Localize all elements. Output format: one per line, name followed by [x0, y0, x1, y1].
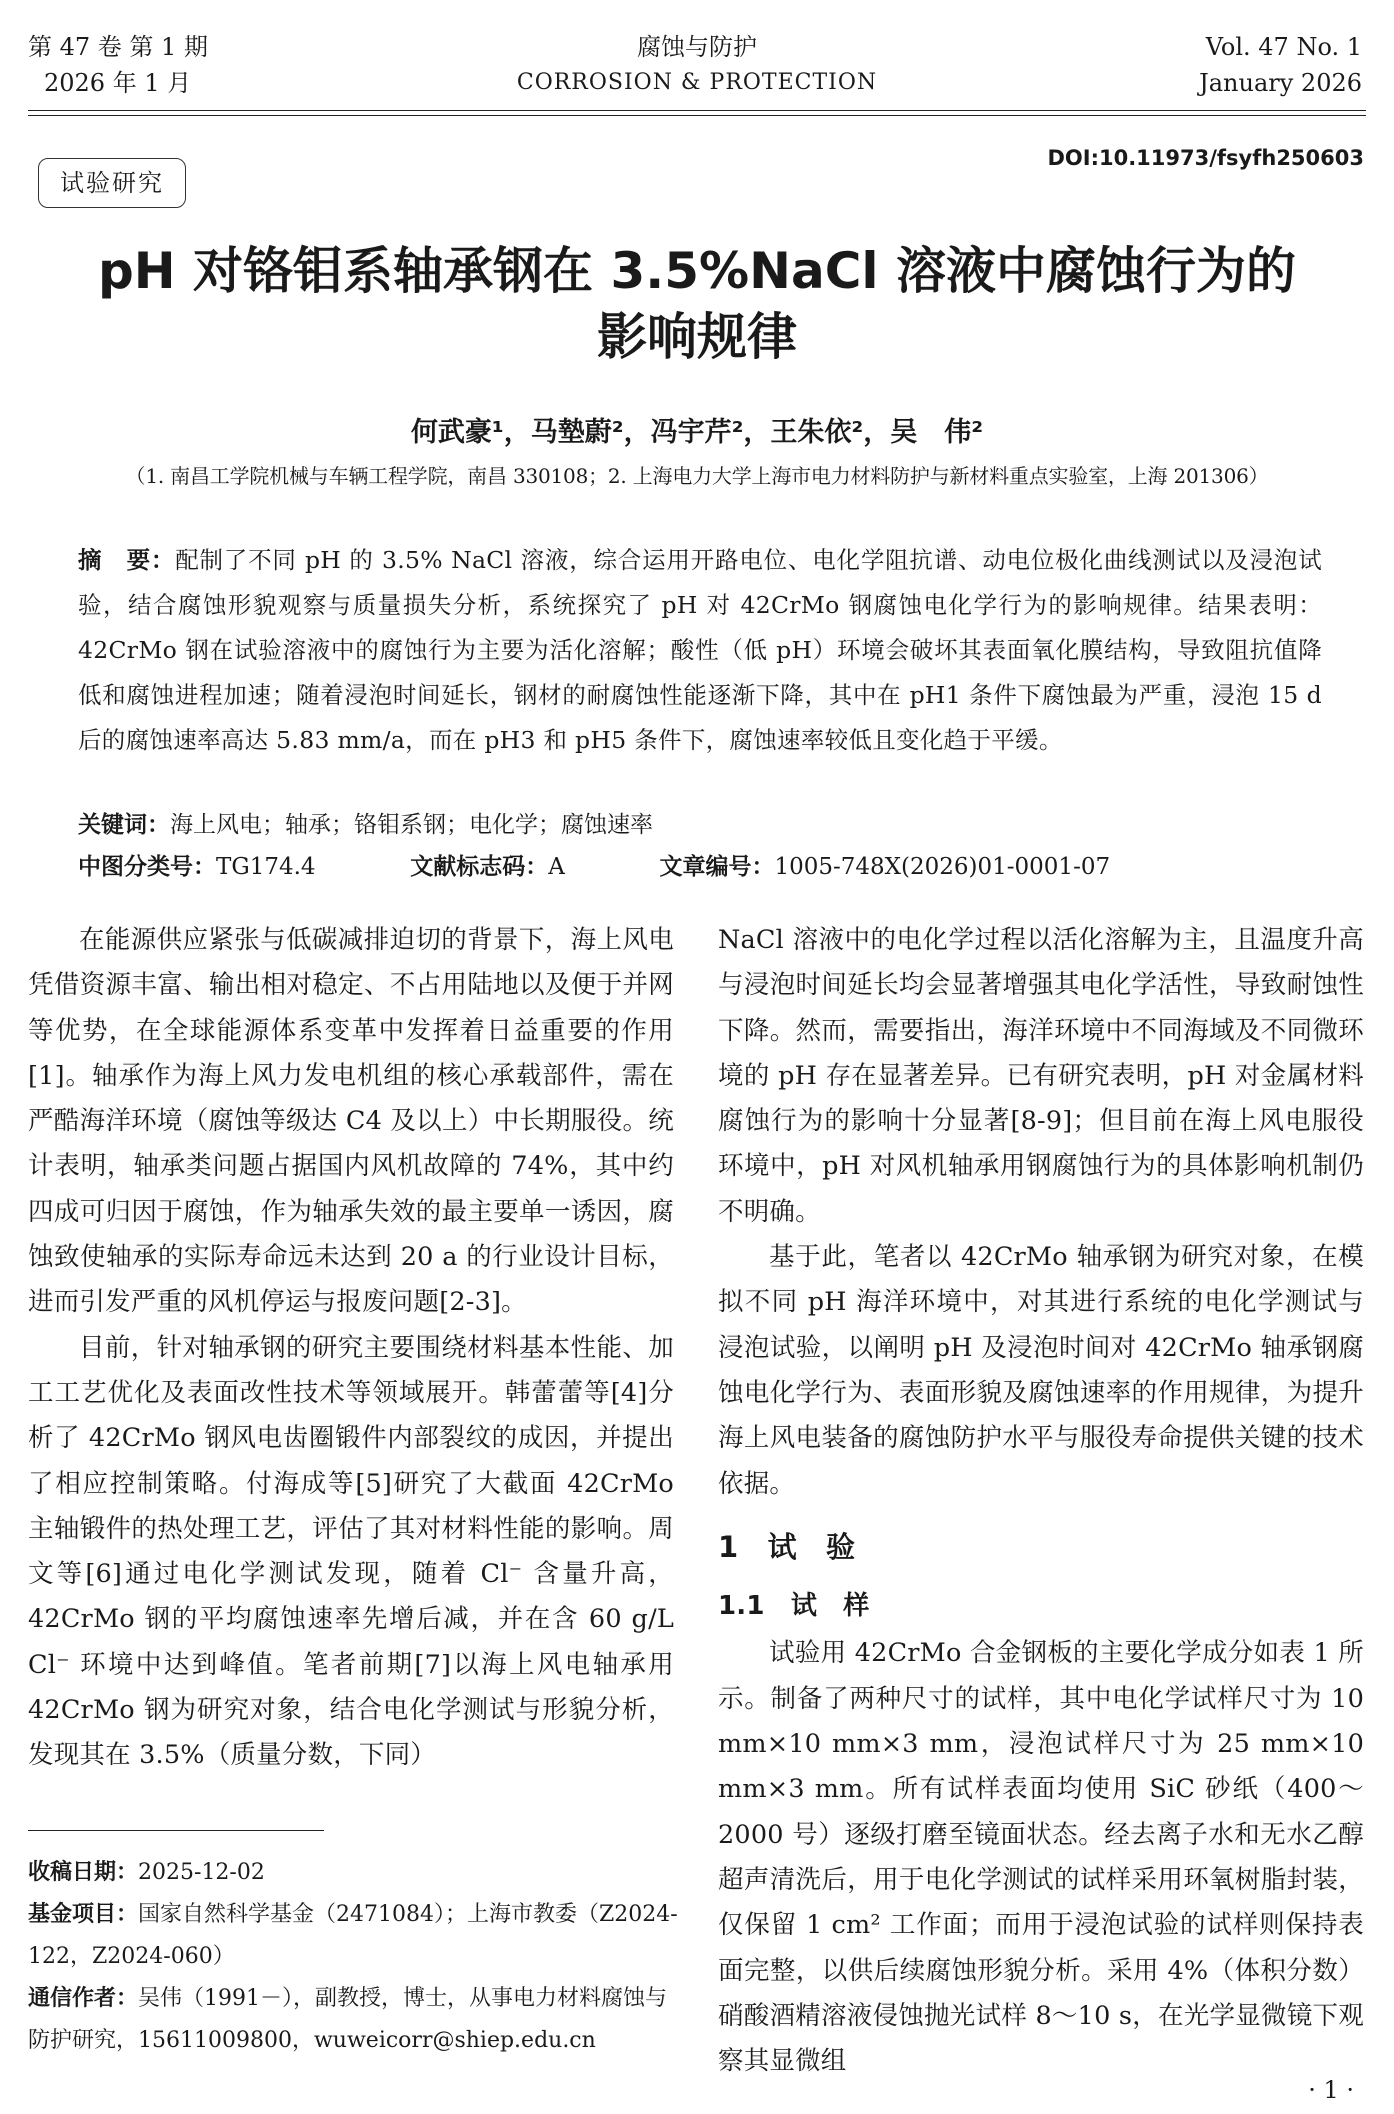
keywords-label: 关键词：: [78, 812, 170, 838]
article-number-value: 1005-748X(2026)01-0001-07: [774, 854, 1111, 880]
header-rule: [28, 110, 1366, 111]
abstract-label: 摘 要：: [78, 546, 176, 574]
right-column: [718, 918, 1364, 2084]
column-tag: 试验研究: [38, 158, 186, 208]
page-number: · 1 ·: [1308, 2076, 1354, 2104]
article-number-label: 文章编号：: [659, 854, 775, 880]
abstract-text: 配制了不同 pH 的 3.5% NaCl 溶液，综合运用开路电位、电化学阻抗谱、动电位极化曲线测试以及浸泡试验，结合腐蚀形貌观察与质量损失分析，系统探究了 pH 对 42CrMo 钢腐蚀电化学行为的影响规律。结果表明：42CrMo 钢在试验溶液中的腐蚀行为主要为活化溶解；酸性（低 pH）环境会破坏其表面氧化膜结构，导致阻抗值降低和腐蚀进程加速；随着浸泡时间延长，钢材的耐腐蚀性能逐渐下降，其中在 pH1 条件下腐蚀最为严重，浸泡 15 d 后的腐蚀速率高达 5.83 mm/a，而在 pH3 和 pH5 条件下，腐蚀速率较低且变化趋于平缓。: [78, 546, 1323, 754]
keywords-text: 海上风电；轴承；铬钼系钢；电化学；腐蚀速率: [170, 812, 653, 838]
article-title-line1: pH 对铬钼系轴承钢在 3.5%NaCl 溶液中腐蚀行为的: [98, 242, 1296, 300]
clc-label: 中图分类号：: [78, 854, 216, 880]
abstract: [78, 538, 1322, 763]
journal-date: 2026 年 1 月: [44, 69, 192, 97]
left-column: [28, 918, 674, 1779]
header-rule-thin: [28, 115, 1366, 116]
classification-row: [78, 848, 1110, 881]
footnotes: [28, 1852, 688, 2062]
authors: 何武豪¹，马墊蔚²，冯宇芹²，王朱依²，吴 伟²: [410, 417, 984, 448]
article-title-line2: 影响规律: [597, 308, 797, 366]
footnote-rule: [28, 1830, 324, 1831]
doi[interactable]: DOI:10.11973/fsyfh250603: [1047, 146, 1364, 170]
clc-value: TG174.4: [216, 854, 316, 880]
keywords: [78, 806, 653, 839]
intro-paragraph-4: 基于此，笔者以 42CrMo 轴承钢为研究对象，在模拟不同 pH 海洋环境中，对其进行系统的电化学测试与浸泡试验，以阐明 pH 及浸泡时间对 42CrMo 轴承钢腐蚀电化学行为、表面形貌及腐蚀速率的作用规律，为提升海上风电装备的腐蚀防护水平与服役寿命提供关键的技术依据。: [718, 1242, 1364, 1499]
journal-volume-en: Vol. 47 No. 1: [1205, 33, 1362, 61]
intro-paragraph-2: 目前，针对轴承钢的研究主要围绕材料基本性能、加工工艺优化及表面改性技术等领域展开。韩蕾蕾等[4]分析了 42CrMo 钢风电齿圈锻件内部裂纹的成因，并提出了相应控制策略。付海成等[5]研究了大截面 42CrMo 主轴锻件的热处理工艺，评估了其对材料性能的影响。周文等[6]通过电化学测试发现，随着 Cl⁻ 含量升高，42CrMo 钢的平均腐蚀速率先增后减，并在含 60 g/L Cl⁻ 环境中达到峰值。笔者前期[7]以海上风电轴承用 42CrMo 钢为研究对象，结合电化学测试与形貌分析，发现其在 3.5%（质量分数，下同）: [28, 1332, 674, 1771]
doc-code-value: A: [548, 854, 565, 880]
fund-info: 基金项目：国家自然科学基金（2471084）；上海市教委（Z2024-122，Z2024-060）: [28, 1902, 678, 1969]
journal-date-en: January 2026: [1199, 69, 1362, 97]
journal-volume-issue: 第 47 卷 第 1 期: [28, 33, 208, 61]
affiliations: （1. 南昌工学院机械与车辆工程学院，南昌 330108；2. 上海电力大学上海市电力材料防护与新材料重点实验室，上海 201306）: [125, 464, 1269, 488]
section-1-heading: 1 试 验: [718, 1529, 856, 1564]
intro-paragraph-1: 在能源供应紧张与低碳减排迫切的背景下，海上风电凭借资源丰富、输出相对稳定、不占用陆地以及便于并网等优势，在全球能源体系变革中发挥着日益重要的作用[1]。轴承作为海上风力发电机组的核心承载部件，需在严酷海洋环境（腐蚀等级达 C4 及以上）中长期服役。统计表明，轴承类问题占据国内风机故障的 74%，其中约四成可归因于腐蚀，作为轴承失效的最主要单一诱因，腐蚀致使轴承的实际寿命远未达到 20 a 的行业设计目标，进而引发严重的风机停运与报废问题[2-3]。: [28, 925, 674, 1318]
specimen-paragraph: 试验用 42CrMo 合金钢板的主要化学成分如表 1 所示。制备了两种尺寸的试样，其中电化学试样尺寸为 10 mm×10 mm×3 mm，浸泡试样尺寸为 25 mm×10 mm×3 mm。所有试样表面均使用 SiC 砂纸（400～2000 号）逐级打磨至镜面状态。经去离子水和无水乙醇超声清洗后，用于电化学测试的试样采用环氧树脂封装，仅保留 1 cm² 工作面；而用于浸泡试验的试样则保持表面完整，以供后续腐蚀形貌分析。采用 4%（体积分数）硝酸酒精溶液侵蚀抛光试样 8～10 s，在光学显微镜下观察其显微组: [718, 1638, 1364, 2077]
received-date: 收稿日期：2025-12-02: [28, 1860, 265, 1885]
section-1-1-heading: 1.1 试 样: [718, 1591, 870, 1622]
corresponding-author: 通信作者：吴伟（1991－），副教授，博士，从事电力材料腐蚀与防护研究，15611009800，wuweicorr@shiep.edu.cn: [28, 1986, 668, 2053]
journal-name-cn: 腐蚀与防护: [637, 33, 757, 61]
doc-code-label: 文献标志码：: [410, 854, 549, 880]
intro-paragraph-3: NaCl 溶液中的电化学过程以活化溶解为主，且温度升高与浸泡时间延长均会显著增强其电化学活性，导致耐蚀性下降。然而，需要指出，海洋环境中不同海域及不同微环境的 pH 存在显著差异。已有研究表明，pH 对金属材料腐蚀行为的影响十分显著[8-9]；但目前在海上风电服役环境中，pH 对风机轴承用钢腐蚀行为的具体影响机制仍不明确。: [718, 925, 1364, 1227]
journal-name-en: CORROSION & PROTECTION: [516, 70, 878, 95]
